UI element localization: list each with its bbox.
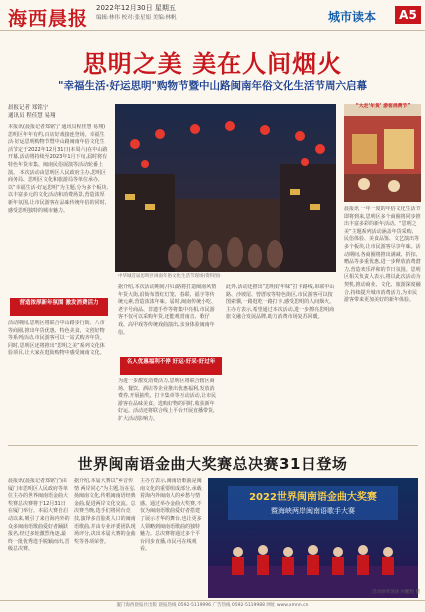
- article1-photo: [115, 104, 336, 272]
- newspaper-logo: 海西晨报: [8, 8, 89, 30]
- article1-column-1b: 活动期间,思明区将联合中山路步行街、八市等商圈,推出年货优惠、特色美食、文创好物等系列活动,市民游客可以一站式购齐年货。同时,思明区还将推出“思明之美”系列文化体验项目,让大家在逛街购物中感受闽南文化。: [8, 320, 105, 357]
- article2-column-3: 主办方表示,闽南语歌曲是闽南文化的重要组成部分,承载着海内外闽南人的乡愁与情感。通过举办金曲大奖赛,不仅为闽南语歌曲爱好者搭建了展示才华的舞台,也让更多人领略到闽南语歌曲的独特魅力。总决赛将通过多个平台同步直播,市民可在线观看。: [140, 478, 202, 553]
- issue-date: 2022年12月30日 星期五: [96, 4, 176, 12]
- section-name: 城市读本: [328, 10, 377, 24]
- page-footer: 厦门海西晨报社出版 晨报热线 0592-5119996 广告热线 0592-5119988 网址 www.xmnn.cn: [0, 600, 425, 612]
- section-divider: [8, 445, 418, 446]
- article1-column-1: 本报讯(晨报记者郑铭宁 通讯员程佳慧 易翔)思明区年年有约,百店好戏接连登场。幸福生活·好运思明购物节暨中山路闽南年俗文化生活节定于2022年12月31日(本周六)在中山路开幕,活动将持续至2023年1月下旬,届时将有特色年货市集、闽南民俗展演等活动轮番上演。 本次活动由思明区人民政府主办,思明区商务局、思明区文化和旅游局等单位承办,以“幸福生活·好运思明”为主题,分为多个板块,以丰富多元的文化活动和消费场景,营造浓厚新年氛围,让市民游客在品味传统年俗的同时,感受思明独特的城市魅力。: [8, 124, 108, 214]
- article1-side-photo-caption: “大走‘年货’ 游客消费节”: [355, 104, 411, 109]
- article1-side-photo: [344, 104, 421, 202]
- article1-column-2b: 为进一步激发消费活力,思明区将联合辖区商场、餐饮、酒店等企业推出优惠福利,发放消费券,开展抽奖、打卡集章等互动活动,让市民游客在品味美食、选购好物的同时,收获新年好运。活动还将联合线上平台开展直播带货,扩大活动影响力。: [118, 378, 217, 422]
- issue-editors: 编辑:林伟 校对:张星娟 美编:林帆: [96, 15, 177, 21]
- article1-subheadline: "幸福生活·好运思明"购物节暨中山路闽南年俗文化生活节周六启幕: [58, 80, 367, 92]
- page-number: A5: [395, 6, 421, 24]
- article1-headline: 思明之美 美在人间烟火: [82, 49, 343, 78]
- article2-column-2: 据介绍,本届大赛以“乡音传情 两岸同心”为主题,旨在弘扬闽南文化,传唱闽南语经典金曲,促进两岸文化交流。总决赛当晚,选手们将同台竞技,演绎多首脍炙人口的闽南语歌曲,并由专业评委团队现场评分,决出本届大赛的金曲奖等各项荣誉。: [74, 478, 136, 545]
- article1-subhead-1: 营造浓厚新年氛围 激发消费活力: [10, 298, 108, 316]
- article1-byline: 晨报记者 郑铭宁 通讯员 程佳慧 易翔: [8, 105, 56, 119]
- article2-photo-title-2: 暨海峡两岸闽南语歌手大赛: [271, 507, 355, 515]
- article2-photo-title-1: 2022世界闽南语金曲大奖赛: [249, 492, 377, 503]
- article1-column-3: 此外,活动还推出“思明好年味”打卡路线,串联中山路、沙坡尾、曾厝垵等特色街区,市民游客可以按图索骥,一路逛吃一路打卡,感受思明的人间烟火。主办方表示,希望通过本次活动,进一步擦亮思明商旅文融合发展品牌,助力消费市场复苏回暖。: [226, 284, 335, 321]
- article2-headline: 世界闽南语金曲大奖赛总决赛31日登场: [77, 455, 348, 473]
- article1-column-4: 晨报讯 一年一度的年俗文化生活节即将到来,思明区多个商圈将同步推出丰富多彩的新年活动。“思明之美”主题系列活动涵盖年货采购、民俗体验、美食品鉴、文艺演出等多个板块,让市民游客尽享年味。活动期间,各商圈将推出满减、折扣、赠品等多重优惠,进一步释放消费潜力,营造欢乐祥和的节日氛围。思明区相关负责人表示,将以此次活动为契机,推动商业、文化、旅游深度融合,持续提升城市消费活力,为市民游客带来更加美好的新年体验。: [344, 206, 421, 304]
- article2-column-1: 晨报讯(晨报记者郑铭宁)由厦门市思明区人民政府等单位主办的世界闽南语金曲大奖赛总决赛将于12月31日在厦门举行。本届大赛自启动以来,吸引了来自海内外的众多闽南语歌曲爱好者踊跃报名,经过多轮激烈角逐,最终一批优秀选手脱颖而出,晋级总决赛。: [8, 478, 70, 553]
- article1-column-2: 据介绍,本次活动期间,中山路将打造闽南风情年货大街,沿街布置红灯笼、春联、福字等传统元素,营造浓浓年味。届时,闽南传统小吃、老字号商品、非遗手作等将集中亮相,市民游客不仅可以采购年货,还能观赏南音、歌仔戏、高甲戏等传统戏曲演出,亲身体验闽南年俗。: [118, 284, 217, 336]
- article2-photo: [208, 478, 418, 598]
- article1-photo-caption: 中华城首届思明区闽南年俗文化生活节现场(资料图): [118, 274, 221, 279]
- article1-subhead-2: 名人优惠福利不停 好运·好采·好过年: [120, 357, 222, 375]
- article2-photo-caption: 活动颁奖现场 何鹏程 摄: [372, 590, 420, 595]
